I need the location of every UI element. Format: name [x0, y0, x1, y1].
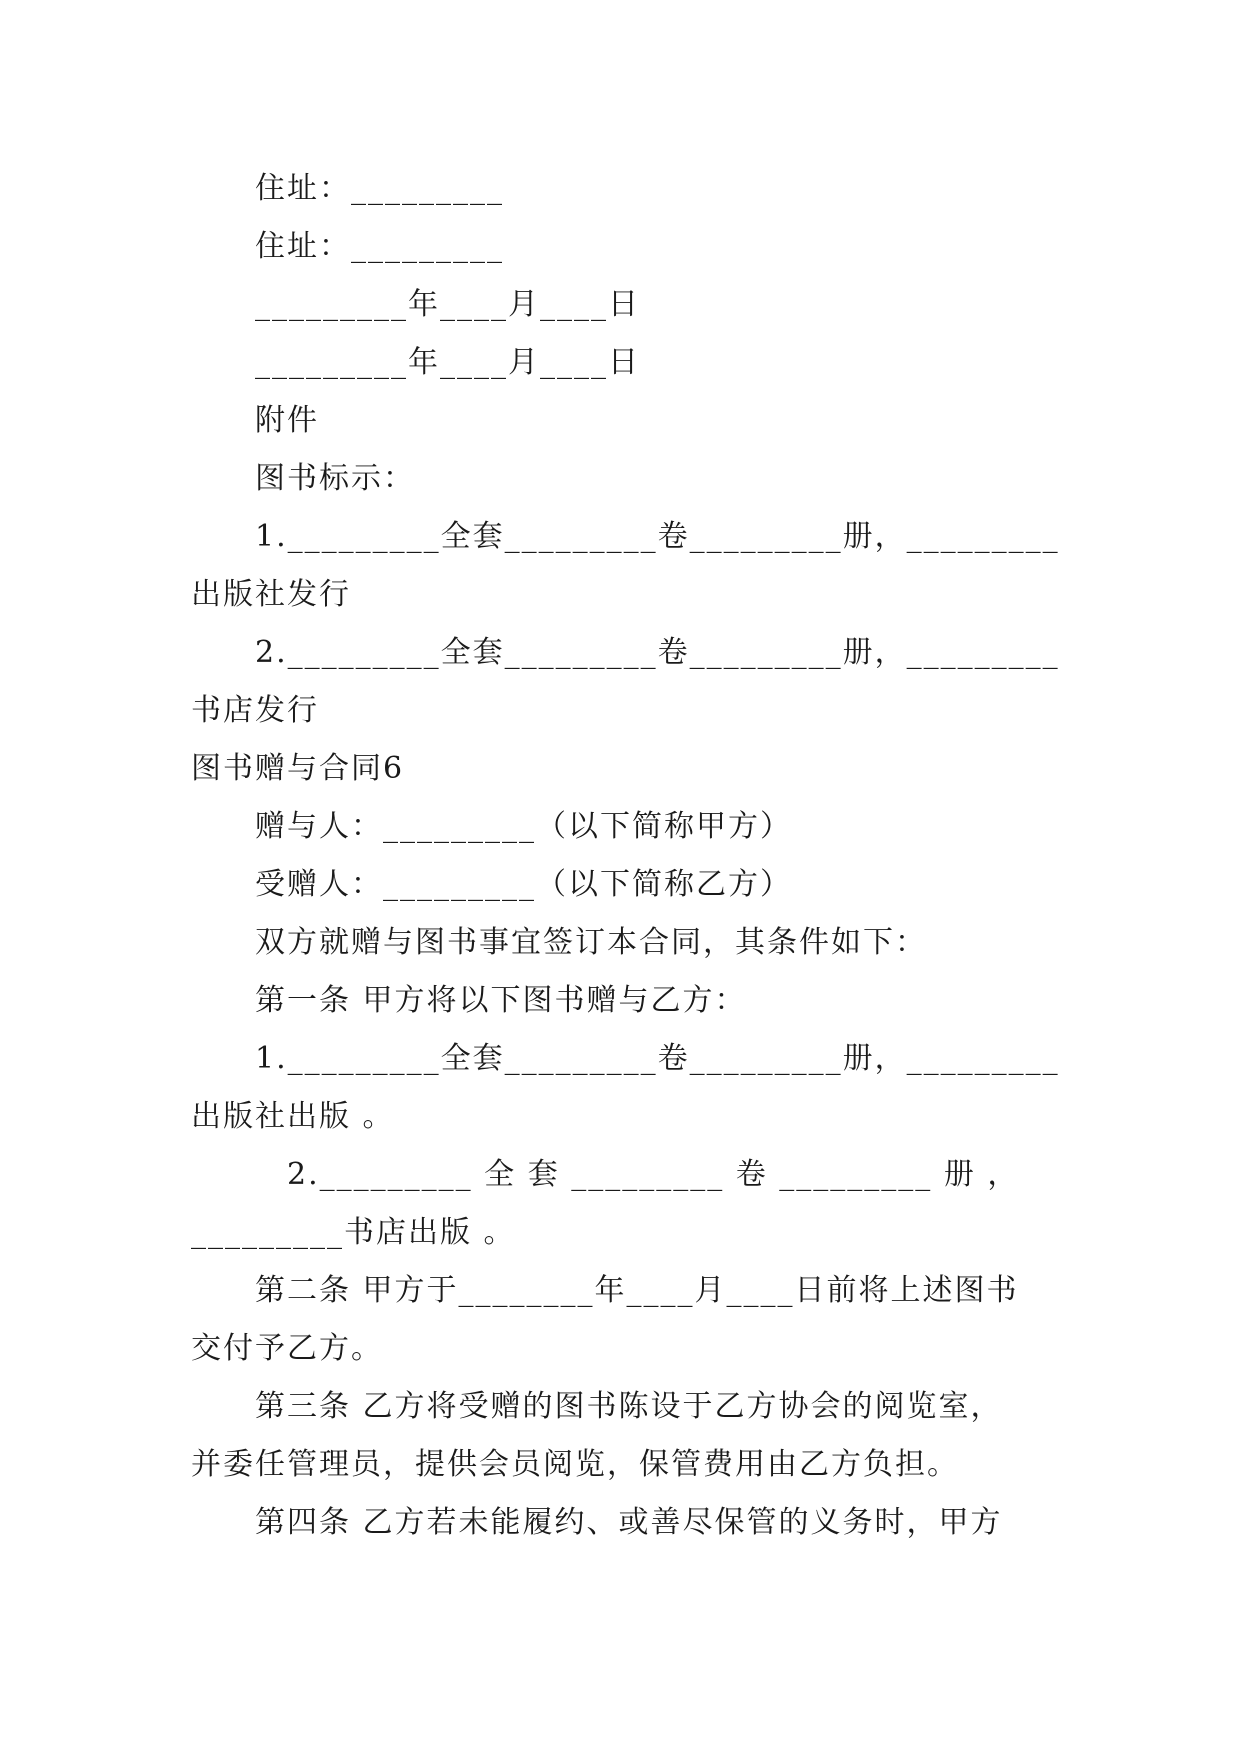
book-item-2-line: 2._________全套_________卷_________册，_________	[255, 635, 1060, 670]
article-1-heading: 第一条 甲方将以下图书赠与乙方：	[255, 983, 747, 1018]
article-4-line-1: 第四条 乙方若未能履约、或善尽保管的义务时，甲方	[255, 1505, 1003, 1540]
article-2-line-1: 第二条 甲方于________年____月____日前将上述图书	[255, 1273, 1019, 1308]
article-1-item-2: 2._________ 全 套 _________ 卷 _________ 册 ，	[287, 1157, 1020, 1192]
address-line-1: 住址：_________	[255, 171, 504, 206]
article-1-item-1-publisher: 出版社出版 。	[191, 1099, 395, 1134]
attachment-heading: 附件	[255, 403, 319, 438]
contract-intro: 双方就赠与图书事宜签订本合同，其条件如下：	[255, 925, 927, 960]
contract-title: 图书赠与合同6	[191, 751, 405, 786]
article-3-line-2: 并委任管理员，提供会员阅览，保管费用由乙方负担。	[191, 1447, 959, 1482]
article-2-line-2: 交付予乙方。	[191, 1331, 383, 1366]
address-line-2: 住址：_________	[255, 229, 504, 264]
article-1-item-1: 1._________全套_________卷_________册，_________	[255, 1041, 1060, 1076]
article-1-item-2-publisher: _________书店出版 。	[191, 1215, 516, 1250]
book-identification-label: 图书标示：	[255, 461, 415, 496]
date-line-2: _________年____月____日	[255, 345, 640, 380]
recipient-line: 受赠人：_________（以下简称乙方）	[255, 867, 792, 902]
date-line-1: _________年____月____日	[255, 287, 640, 322]
book-item-1-line: 1._________全套_________卷_________册，_________	[255, 519, 1060, 554]
donor-line: 赠与人：_________（以下简称甲方）	[255, 809, 792, 844]
document-body	[191, 160, 1060, 1552]
book-item-1-publisher: 出版社发行	[191, 577, 351, 612]
article-3-line-1: 第三条 乙方将受赠的图书陈设于乙方协会的阅览室，	[255, 1389, 1003, 1424]
book-item-2-publisher: 书店发行	[191, 693, 319, 728]
